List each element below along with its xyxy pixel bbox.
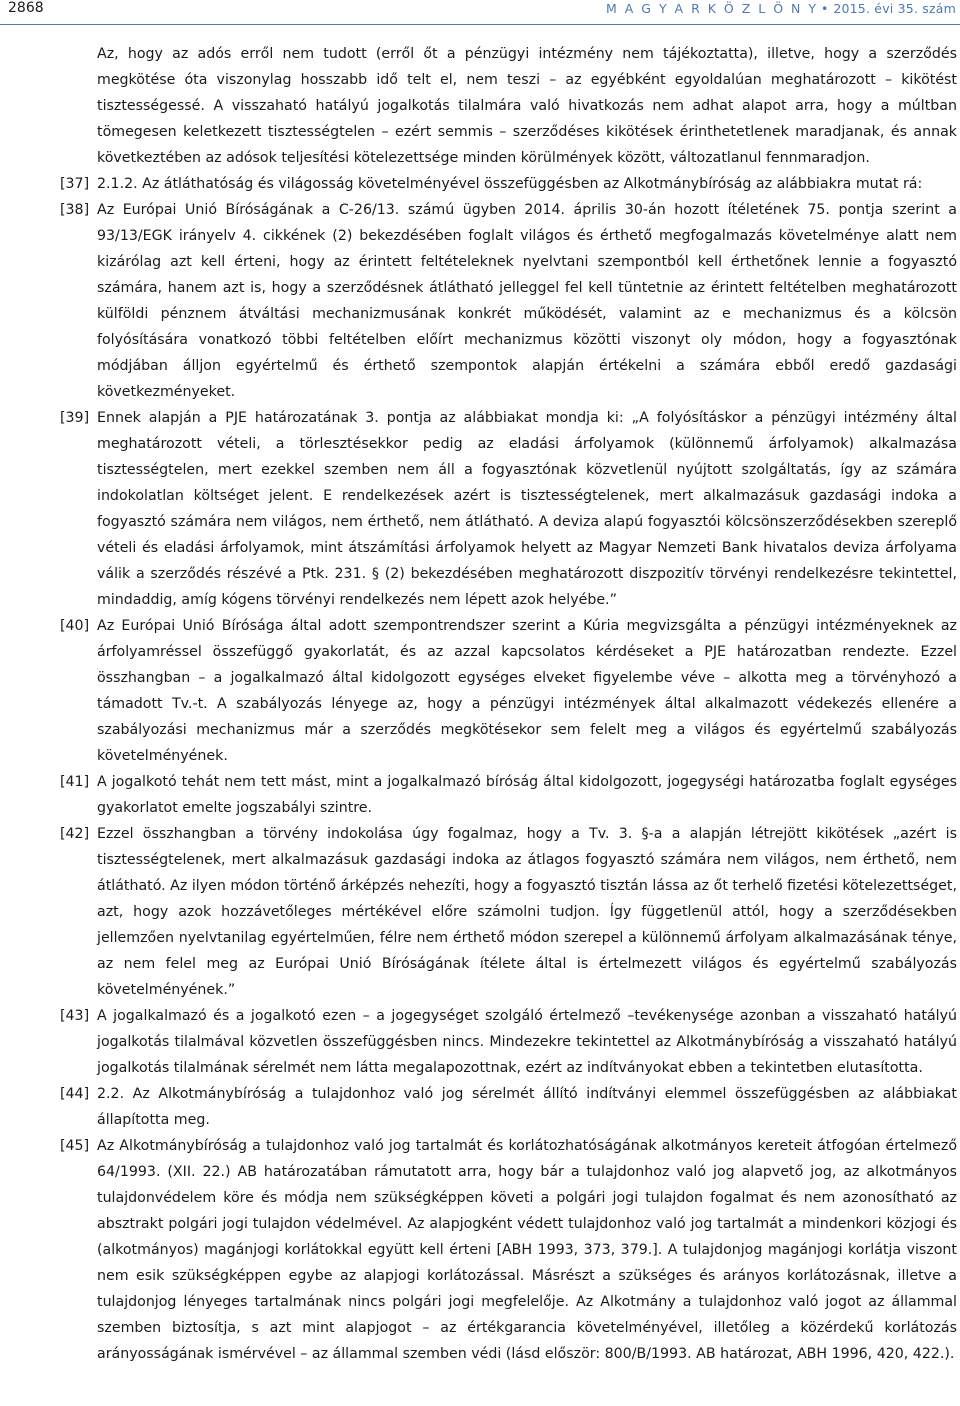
paragraph-37 bbox=[60, 171, 957, 197]
paragraph-43 bbox=[60, 1003, 957, 1081]
header-rule bbox=[0, 24, 960, 25]
paragraph-text: Az Alkotmánybíróság a tulajdonhoz való jog tartalmát és korlátozhatóságának alkotmányos kereteit átfogóan értelmező 64/1993. (XII. 22.) AB határozatában rámutatott arra, hogy bár a tulajdonhoz való jog alapvető jog, az alkotmányos tulajdonvédelem köre és módja nem szükségképpen követi a polgári jogi tulajdon fogalmat és nem azonosítható az absztrakt polgári jogi tulajdon védelmével. Az alapjogként védett tulajdonhoz való jog tartalmát a mindenkori közjogi és (alkotmányos) magánjogi korlátokkal együtt kell érteni [ABH 1993, 373, 379.]. A tulajdonjog magánjogi korlátja viszont nem esik szükségképpen egybe az alapjogi korlátozással. Másrészt a szükséges és arányos korlátozásnak, illetve a tulajdonjog lényeges tartalmának nincs polgári jogi megfelelője. Az Alkotmány a tulajdonhoz való jogot az állammal szemben biztosítja, s azt mint alapjogot – az értékgarancia követelményével, illetőleg a közérdekű korlátozás arányosságának ismérvével – az állammal szemben védi (lásd először: 800/B/1993. AB határozat, ABH 1996, 420, 422.). bbox=[97, 1138, 957, 1362]
paragraph-text: Az Európai Unió Bírósága által adott szempontrendszer szerint a Kúria megvizsgálta a pénzügyi intézményeknek az árfolyamréssel összefüggő gyakorlatát, és az azzal kapcsolatos kérdéseket a PJE határozatban rendezte. Ezzel összhangban – a jogalkalmazó által kidolgozott egységes elveket figyelembe véve – alkotta meg a törvényhozó a támadott Tv.-t. A szabályozás lényege az, hogy a pénzügyi intézmények által alkalmazott védekezés ellenére a szabályozási mechanizmus már a szerződés megkötésekor sem felelt meg a világos és egyértelmű szabályozás követelményének. bbox=[97, 618, 957, 764]
paragraph-number: [39] bbox=[60, 410, 90, 426]
paragraph-text: Ezzel összhangban a törvény indokolása úgy fogalmaz, hogy a Tv. 3. §-a a alapján létrejött kikötések „azért is tisztességtelenek, mert alkalmazásuk gazdasági indoka az átlagos fogyasztó számára nem világos, nem érthető, nem átlátható. Az ilyen módon történő árképzés nehezíti, hogy a fogyasztó tisztán lássa az őt terhelő fizetési kötelezettséget, azt, hogy azok hozzávetőleges mértékével előre számolni tudjon. Így függetlenül attól, hogy a szerződésekben jellemzően nyelvtanilag egyértelműen, félre nem érthető módon szerepel a különnemű árfolyam alkalmazásának ténye, az nem felel meg az Európai Unió Bíróságának ítélete által is értelmezett világos és egyértelmű szabályozás követelményének.” bbox=[97, 826, 957, 998]
paragraph-text: A jogalkalmazó és a jogalkotó ezen – a jogegységet szolgáló értelmező –tevékenysége azonban a visszaható hatályú jogalkotás tilalmával közvetlen összefüggésben nincs. Mindezekre tekintettel az Alkotmánybíróság a visszaható hatályú jogalkotás tilalmának sérelmét nem látta megalapozottnak, ezért az indítványokat ebben a tekintetben elutasította. bbox=[97, 1008, 957, 1076]
paragraph-number: [42] bbox=[60, 826, 90, 842]
paragraph-number: [37] bbox=[60, 176, 90, 192]
paragraph-44 bbox=[60, 1081, 957, 1133]
paragraph-number: [41] bbox=[60, 774, 90, 790]
running-title bbox=[606, 1, 956, 16]
page-header bbox=[0, 0, 960, 26]
intro-paragraph: Az, hogy az adós erről nem tudott (erről őt a pénzügyi intézmény nem tájékoztatta), illetve, hogy a szerződés megkötése óta viszonylag hosszabb idő telt el, nem teszi – az egyébként egyoldalúan meghatározott – kikötést tisztességessé. A visszaható hatályú jogalkotás tilalmára való hivatkozás nem adhat alapot arra, hogy a múltban tömegesen keletkezett tisztességtelen – ezért semmis – szerződéses kikötések érinthetetlenek maradjanak, és annak következtében az adósok teljesítési kötelezettsége minden körülmények között, változatlanul fennmaradjon. bbox=[97, 46, 957, 166]
paragraph-42 bbox=[60, 821, 957, 1003]
paragraph-number: [38] bbox=[60, 202, 90, 218]
paragraph-41 bbox=[60, 769, 957, 821]
paragraph-text: Az Európai Unió Bíróságának a C-26/13. számú ügyben 2014. április 30-án hozott ítéletének 75. pontja szerint a 93/13/EGK irányelv 4. cikkének (2) bekezdésében foglalt világos és érthető megfogalmazás követelménye alatt nem kizárólag azt kell érteni, hogy az érintett feltételeknek nyelvtani szempontból kell érthetőnek lennie a fogyasztó számára, hanem azt is, hogy a szerződésnek átlátható jelleggel fel kell tüntetnie az érintett feltételben meghatározott külföldi pénznem átváltási mechanizmusának konkrét működését, valamint az e mechanizmus és a kölcsön folyósítására vonatkozó többi feltételben előírt mechanizmus közötti viszonyt oly módon, hogy a fogyasztónak módjában álljon egyértelmű és érthető szempontok alapján értékelni a számára ebből eredő gazdasági következményeket. bbox=[97, 202, 957, 400]
journal-name: M A G Y A R K Ö Z L Ö N Y bbox=[606, 1, 818, 16]
paragraph-number: [44] bbox=[60, 1086, 90, 1102]
paragraph-number: [43] bbox=[60, 1008, 90, 1024]
bullet-separator: • bbox=[820, 1, 831, 16]
document-body bbox=[60, 41, 957, 1367]
paragraph-40 bbox=[60, 613, 957, 769]
paragraph-39 bbox=[60, 405, 957, 613]
paragraph-45 bbox=[60, 1133, 957, 1367]
paragraph-number: [40] bbox=[60, 618, 90, 634]
page-number: 2868 bbox=[8, 0, 44, 16]
issue-number: 2015. évi 35. szám bbox=[833, 1, 956, 16]
paragraph-text: A jogalkotó tehát nem tett mást, mint a jogalkalmazó bíróság által kidolgozott, jogegységi határozatba foglalt egységes gyakorlatot emelte jogszabályi szintre. bbox=[97, 774, 957, 816]
paragraph-number: [45] bbox=[60, 1138, 90, 1154]
paragraph-text: 2.2. Az Alkotmánybíróság a tulajdonhoz való jog sérelmét állító indítványi elemmel összefüggésben az alábbiakat állapította meg. bbox=[97, 1086, 957, 1128]
paragraph-text: Ennek alapján a PJE határozatának 3. pontja az alábbiakat mondja ki: „A folyósításkor a pénzügyi intézmény által meghatározott vételi, a törlesztésekkor pedig az eladási árfolyamok (különnemű árfolyamok) alkalmazása tisztességtelen, mert ezekkel szemben nem áll a fogyasztónak közvetlenül nyújtott szolgáltatás, így az számára indokolatlan költséget jelent. E rendelkezések azért is tisztességtelenek, mert alkalmazásuk gazdasági indoka a fogyasztó számára nem világos, nem érthető, nem átlátható. A deviza alapú fogyasztói kölcsönszerződésekben szereplő vételi és eladási árfolyamok, mint átszámítási árfolyamok helyett az Magyar Nemzeti Bank hivatalos deviza árfolyama válik a szerződés részévé a Ptk. 231. § (2) bekezdésében meghatározott diszpozitív törvényi rendelkezésre tekintettel, mindaddig, amíg kógens törvényi rendelkezés nem lépett azok helyébe.” bbox=[97, 410, 957, 608]
paragraph-38 bbox=[60, 197, 957, 405]
paragraph-text: 2.1.2. Az átláthatóság és világosság követelményével összefüggésben az Alkotmánybíróság az alábbiakra mutat rá: bbox=[97, 176, 923, 192]
